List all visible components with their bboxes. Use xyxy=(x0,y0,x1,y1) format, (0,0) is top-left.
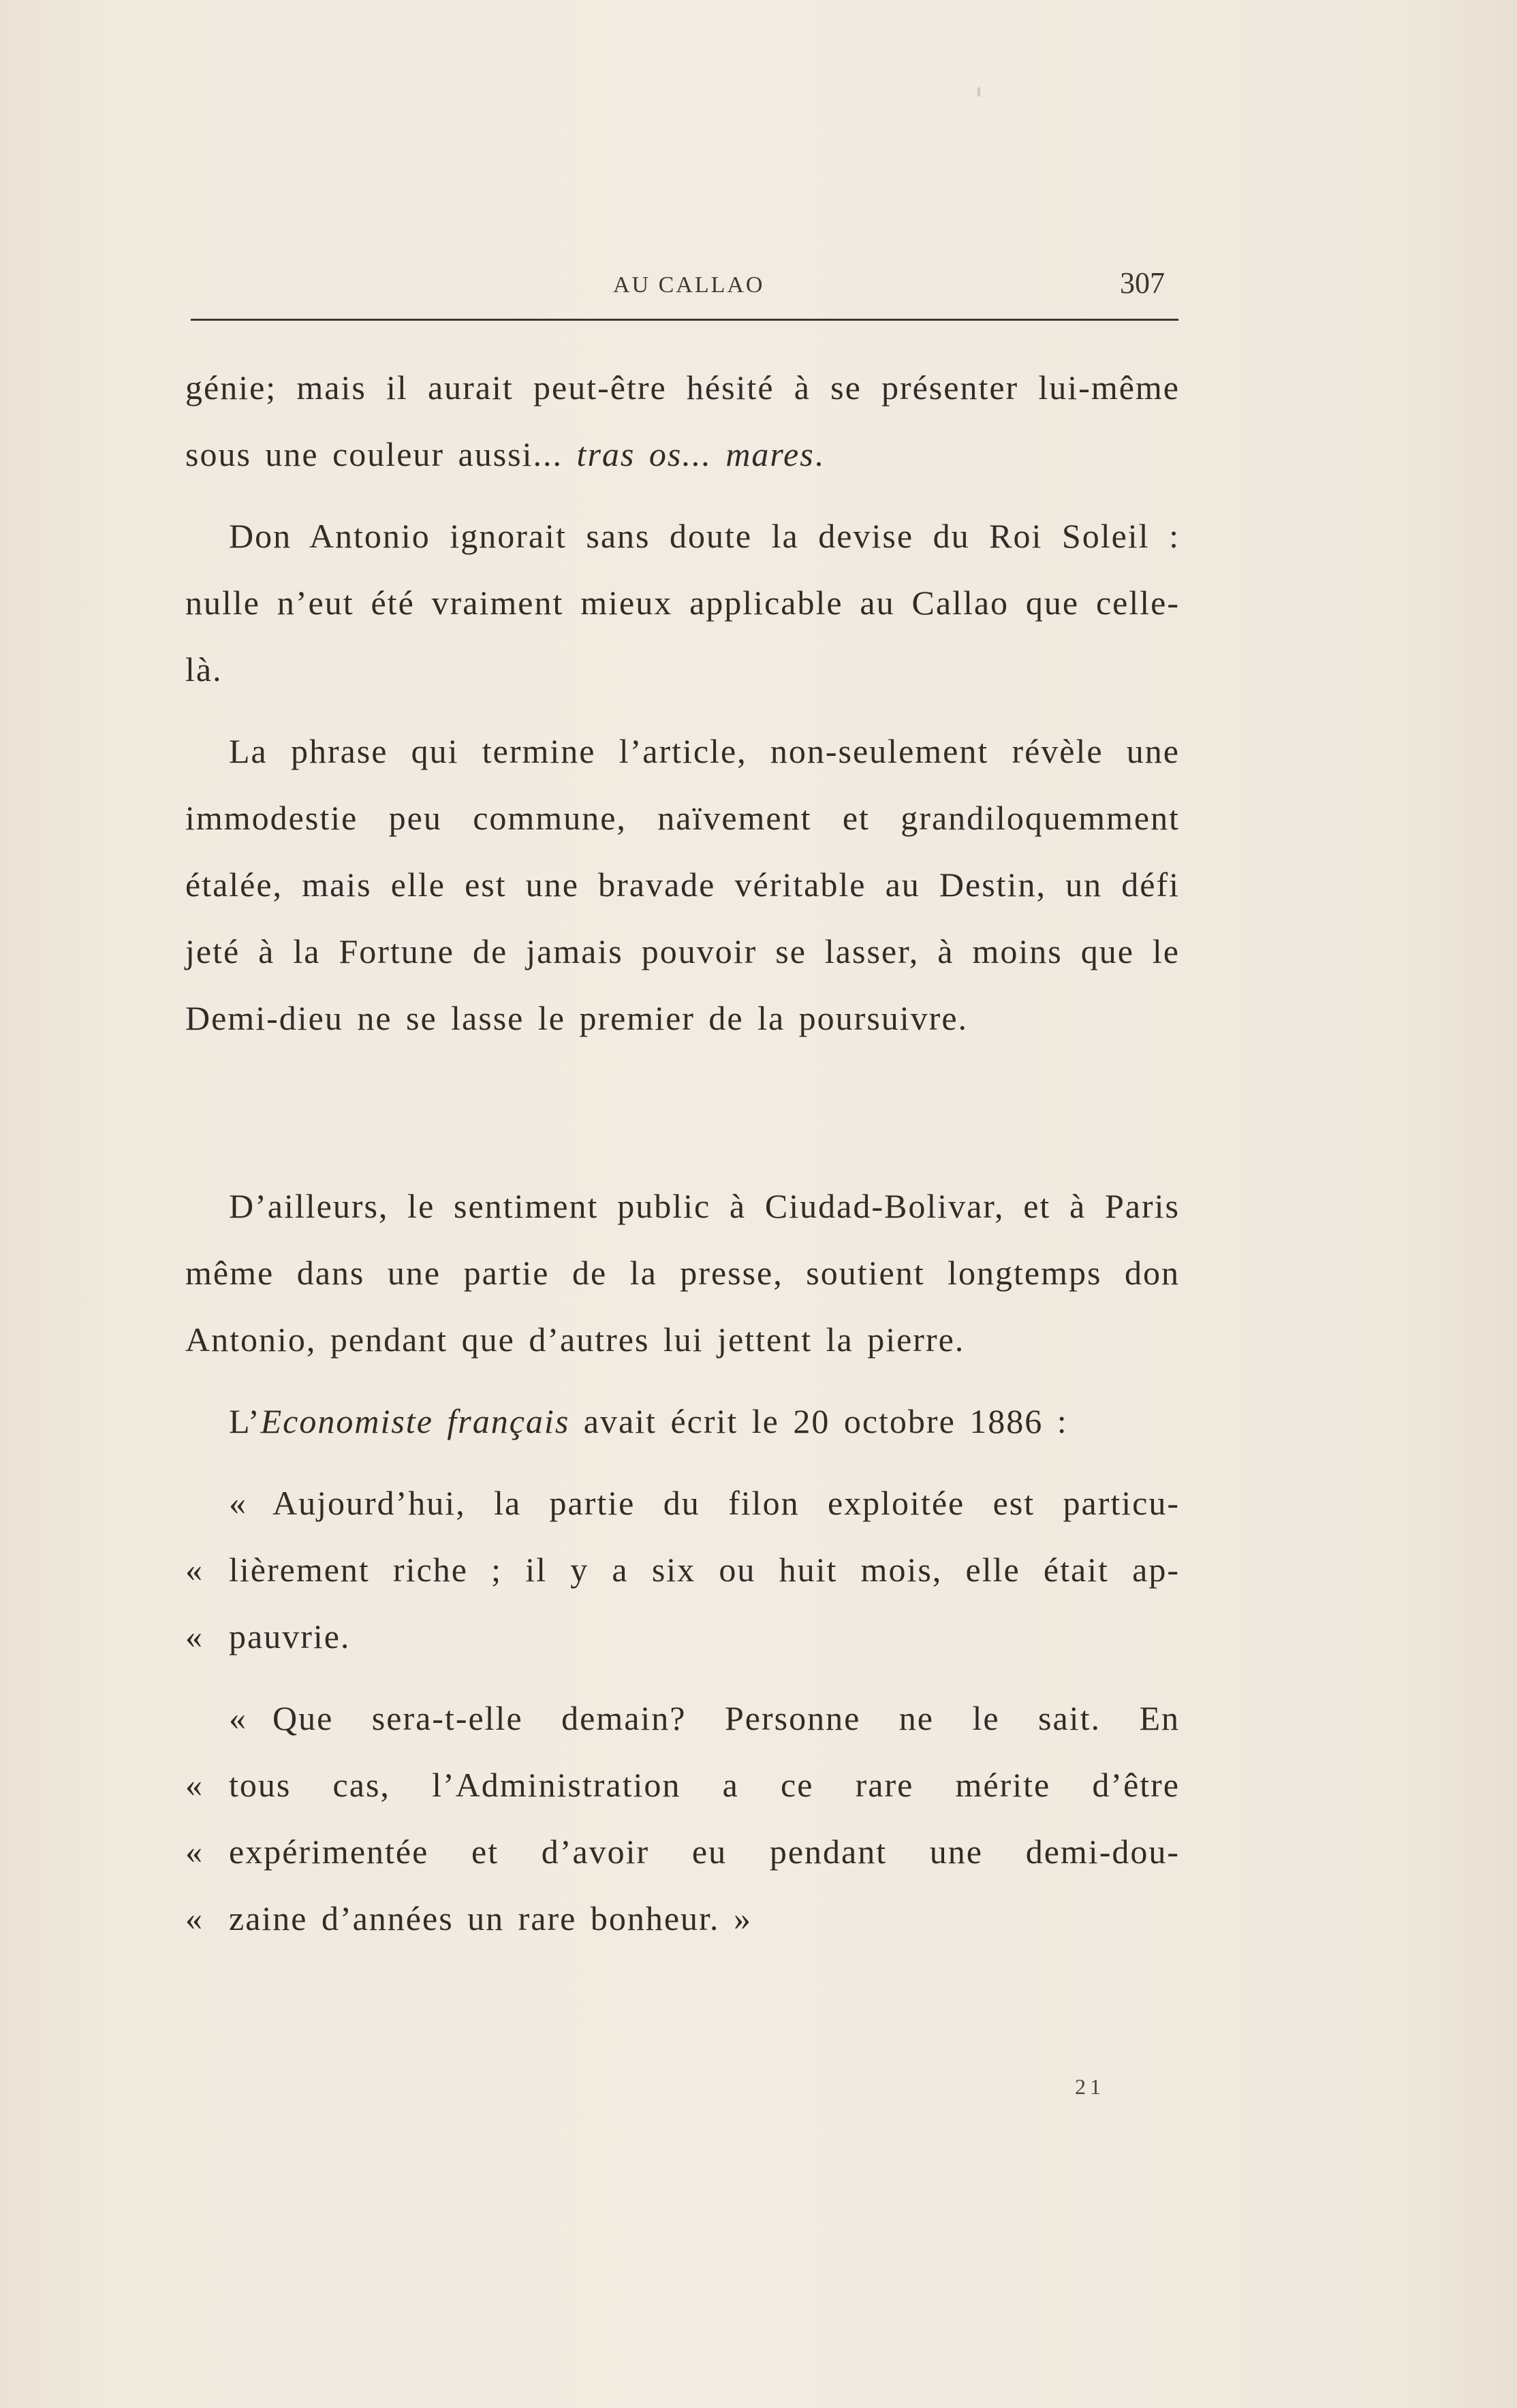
quote-2-line-4 xyxy=(185,1885,1180,1952)
quote-mark: « xyxy=(229,1484,247,1522)
paper-mark xyxy=(978,87,980,97)
quote-mark: « xyxy=(185,1899,204,1937)
quote-1-line-1-text: Aujourd’hui, la partie du filon exploitée est particu- xyxy=(272,1484,1180,1522)
page-header xyxy=(191,266,1178,306)
quote-2-line-1-text: Que sera-t-elle demain? Personne ne le sait. En xyxy=(272,1699,1180,1737)
paragraph-2: Don Antonio ignorait sans doute la devise du Roi Soleil : nulle n’eut été vraiment mieux applicable au Callao que celle-là. xyxy=(185,517,1180,688)
paragraph-1-end: . xyxy=(814,435,825,473)
running-head: AU CALLAO xyxy=(613,272,765,298)
paragraph-5-text: L’ xyxy=(229,1402,261,1440)
paragraph-1-italic: tras os... mares xyxy=(576,435,815,473)
quote-1-line-3 xyxy=(185,1603,1180,1670)
quote-mark: « xyxy=(185,1766,204,1804)
body-text xyxy=(185,354,1180,1967)
closing-quote-mark: » xyxy=(733,1899,752,1937)
quote-mark: « xyxy=(185,1551,204,1589)
quote-1-line-2 xyxy=(185,1536,1180,1603)
quote-1-line-2-text: lièrement riche ; il y a six ou huit mois, elle était ap- xyxy=(229,1551,1180,1589)
signature-mark: 21 xyxy=(1075,2074,1105,2099)
quote-2-line-3 xyxy=(185,1818,1180,1885)
paragraph-3: La phrase qui termine l’article, non-seulement révèle une immodestie peu commune, naïvement et grandiloquemment étalée, mais elle est une bravade véritable au Destin, un défi jeté à la Fortune de jamais pouvoir se lasser, à moins que le Demi-dieu ne se lasse le premier de la poursuivre. xyxy=(185,732,1180,1037)
quote-2-line-2-text: tous cas, l’Administration a ce rare mérite d’être xyxy=(229,1766,1180,1804)
quote-1-line-3-text: pauvrie. xyxy=(229,1617,351,1656)
paragraph-4: D’ailleurs, le sentiment public à Ciudad-Bolivar, et à Paris même dans une partie de la presse, soutient longtemps don Antonio, pendant que d’autres lui jettent la pierre. xyxy=(185,1187,1180,1359)
quote-block-2 xyxy=(185,1685,1180,1952)
paragraph-5-italic: Economiste français xyxy=(260,1402,570,1440)
header-rule xyxy=(191,319,1178,321)
quote-mark: « xyxy=(185,1617,204,1656)
quote-2-line-2 xyxy=(185,1752,1180,1818)
quote-mark: « xyxy=(229,1699,247,1737)
quote-2-line-4-text: zaine d’années un rare bonheur. xyxy=(229,1899,720,1937)
page-number: 307 xyxy=(1120,266,1165,300)
quote-2-line-3-text: expérimentée et d’avoir eu pendant une demi-dou- xyxy=(229,1833,1180,1871)
quote-block-1 xyxy=(185,1470,1180,1670)
quote-mark: « xyxy=(185,1833,204,1871)
paragraph-5-end: avait écrit le 20 octobre 1886 : xyxy=(569,1402,1068,1440)
paragraph-1-text: génie; mais il aurait peut-être hésité à se présenter lui-même sous une couleur aussi... xyxy=(185,368,1180,473)
paragraph-1 xyxy=(185,354,1180,488)
quote-1-line-1 xyxy=(185,1470,1180,1536)
quote-2-line-1 xyxy=(185,1685,1180,1752)
paragraph-5 xyxy=(185,1388,1180,1455)
